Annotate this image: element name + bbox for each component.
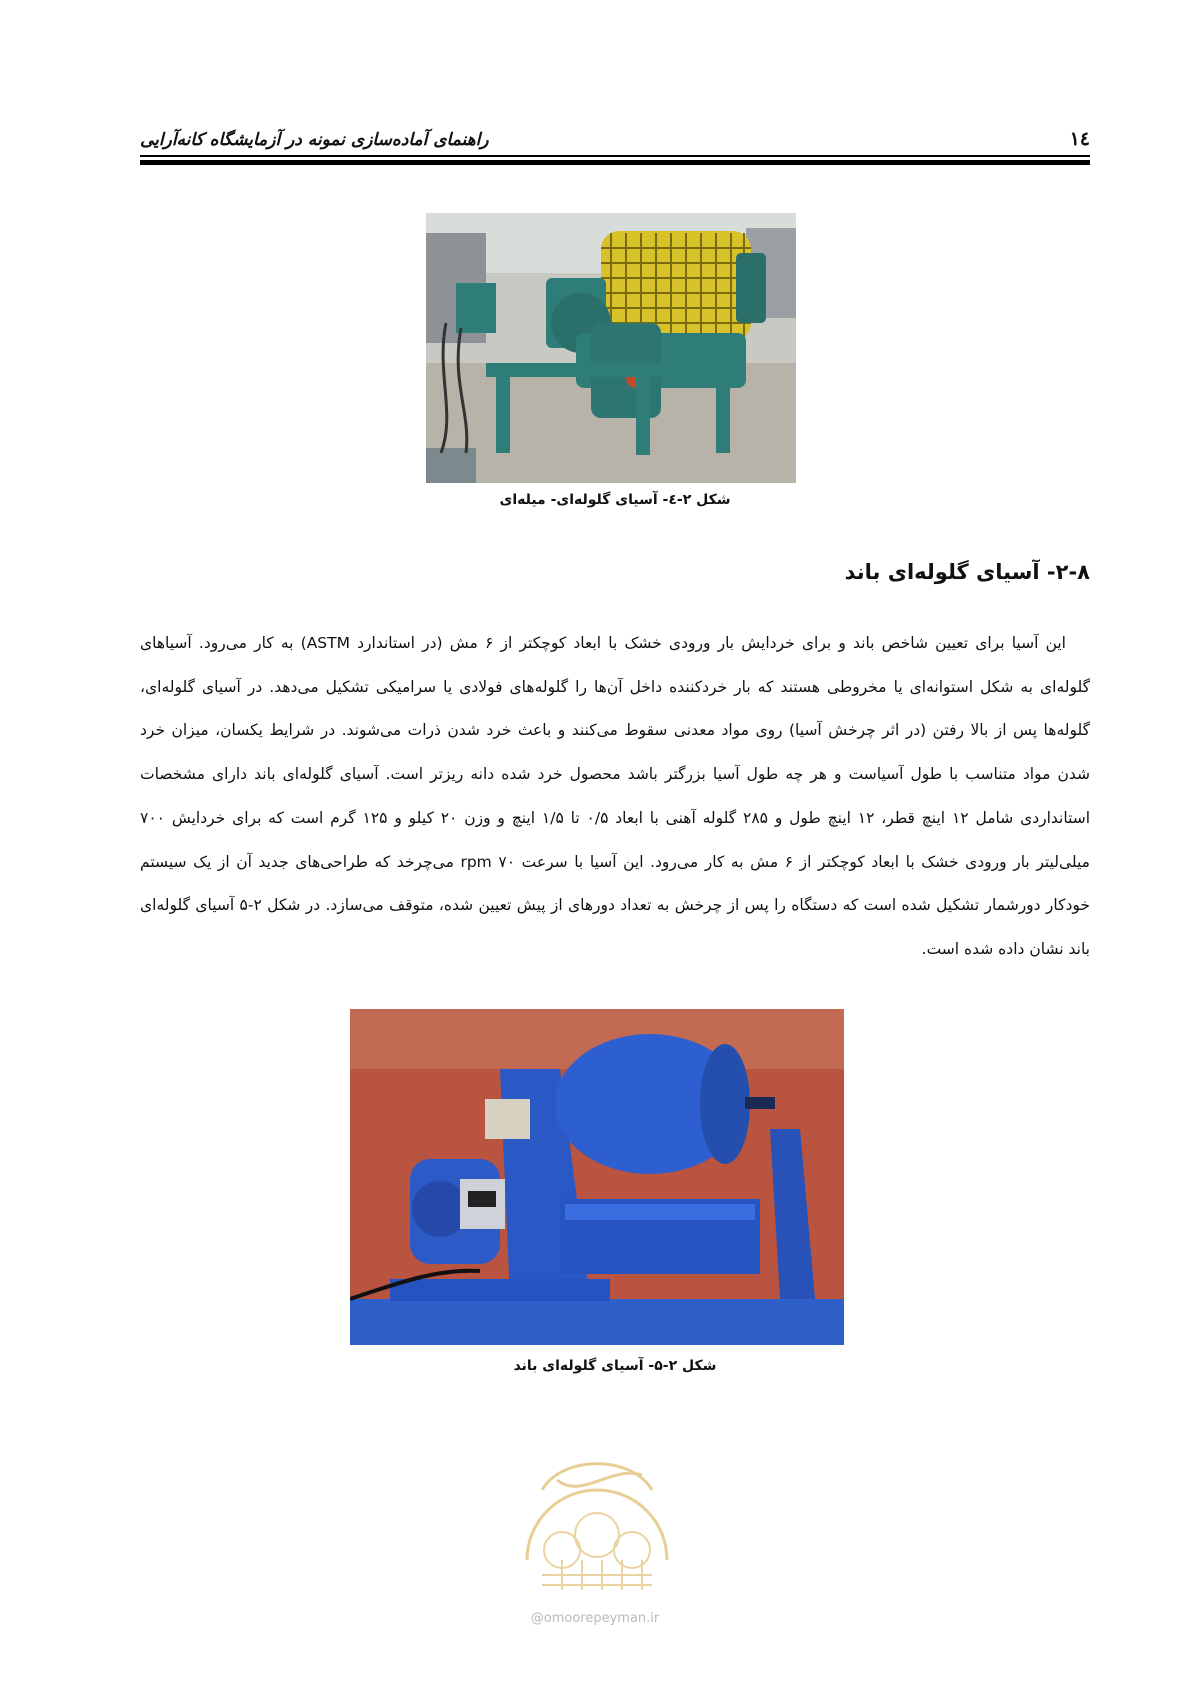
paragraph: این آسیا برای تعیین شاخص باند و برای خردایش بار ورودی خشک با ابعاد کوچکتر از ۶ مش (در استاندارد ASTM) به کار می‌رود. آسیاهای گلوله‌ای به شکل استوانه‌ای یا مخروطی هستند که بار خردکننده داخل آن‌ها را گلوله‌های فولادی یا سرامیکی تشکیل می‌دهد. در آسیای گلوله‌ای، گلوله‌ها پس از بالا رفتن (در اثر چرخش آسیا) روی مواد معدنی سقوط می‌کنند و باعث خرد شدن ذرات می‌شوند. در شرایط یکسان، میزان خرد شدن مواد متناسب با طول آسیاست و هر چه طول آسیا بزرگتر باشد محصول خرد شده دانه ریزتر است. آسیای گلوله‌ای باند دارای مشخصات استانداردی شامل ۱۲ اینچ قطر، ۱۲ اینچ طول و ۲۸۵ گلوله آهنی با ابعاد ۰/۵ تا ۱/۵ اینچ و وزن ۲۰ کیلو و ۱۲۵ گرم است که برای خردایش ۷۰۰ میلی‌لیتر بار ورودی خشک با ابعاد کوچکتر از ۶ مش به کار می‌رود. این آسیا با سرعت ۷۰ rpm می‌چرخد که طراحی‌های جدید آن از یک سیستم خودکار دورشمار تشکیل شده است که دستگاه را پس از چرخش به تعداد دورهای از پیش تعیین شده، متوقف می‌سازد. در شکل ۲-۵ آسیای گلوله‌ای باند نشان داده شده است. <box>140 634 1091 958</box>
running-header-title: راهنمای آماده‌سازی نمونه در آزمایشگاه کانه‌آرایی <box>140 130 489 150</box>
watermark-site: @omoorepeyman.ir <box>530 1611 660 1626</box>
figure-ball-rod-mill-photo <box>426 213 796 483</box>
header-rule-thick <box>140 160 1090 165</box>
figure-caption-2: شکل ۲-۵- آسیای گلوله‌ای باند <box>513 1358 717 1374</box>
header-rule-thin <box>140 155 1090 157</box>
watermark-seal <box>502 1435 692 1595</box>
section-heading: ۲-۸- آسیای گلوله‌ای باند <box>844 560 1090 584</box>
figure-bond-ball-mill-photo <box>350 1009 844 1345</box>
figure-caption-1: شکل ۲-٤- آسیای گلوله‌ای- میله‌ای <box>499 492 731 508</box>
page-number: ۱٤ <box>1069 128 1090 150</box>
body-text <box>140 622 1090 972</box>
